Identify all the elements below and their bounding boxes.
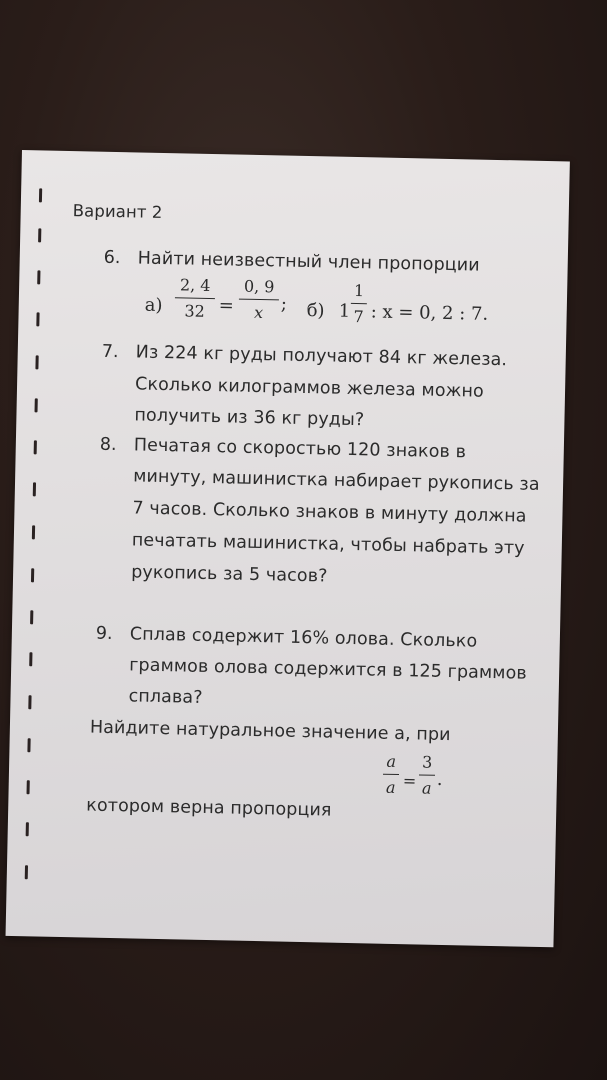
perforation-mark [25,865,28,879]
task-6-a-label: а) [144,294,163,316]
task-7-line: Из 224 кг руды получают 84 кг железа. [135,342,508,371]
perforation-mark [32,525,35,539]
task-8-line: Печатая со скоростью 120 знаков в [133,435,467,463]
extra-fraction-1 [383,752,400,798]
task-8-number: 8. [99,434,117,456]
task-6-a-semicolon: ; [280,293,288,315]
extra-fraction-2 [419,752,436,798]
task-7-line: получить из 36 кг руды? [134,405,365,431]
extra-task-line: котором верна пропорция [86,795,332,821]
fraction-bar [419,774,435,775]
perforation-mark [35,355,38,369]
perforation-mark [37,270,40,284]
perforation-mark [34,440,37,454]
perforation-mark [36,312,39,326]
task-9-number: 9. [95,623,113,645]
task-6-text: Найти неизвестный член пропорции [137,248,480,276]
extra-period: . [436,768,443,790]
worksheet-paper [6,150,570,947]
extra-equals: = [402,771,417,791]
task-6-number: 6. [103,247,121,269]
fraction-bar [383,774,399,775]
fraction-numerator: 3 [421,752,433,772]
perforation-mark [35,398,38,412]
fraction-bar [351,303,367,304]
fraction-numerator: 0, 9 [243,276,275,297]
fraction-numerator: 1 [353,280,365,301]
task-6-b-whole: 1 [338,300,351,322]
perforation-mark [28,695,31,709]
perforation-mark [39,188,42,202]
task-9-line: Сплав содержит 16% олова. Сколько [129,624,478,652]
fraction-denominator: 7 [353,306,364,327]
perforation-mark [38,228,41,242]
task-9-line: граммов олова содержится в 125 граммов [129,655,528,684]
fraction-bar [239,299,279,301]
task-8-line: печатать машинистка, чтобы набрать эту [131,530,525,559]
fraction-bar [175,297,215,299]
perforation-mark [30,610,33,624]
extra-task-line: Найдите натуральное значение а, при [89,717,451,746]
perforation-mark [31,568,34,582]
task-6-a-fraction-2 [238,277,279,324]
task-6-b-expression: : x = 0, 2 : 7. [370,301,489,325]
task-6-a-fraction-1 [174,275,215,322]
task-6-b-fraction [350,281,367,327]
fraction-denominator: x [253,302,264,323]
fraction-denominator: a [385,777,396,797]
perforation-mark [29,652,32,666]
task-6-a-equals: = [218,295,235,317]
task-8-line: минуту, машинистка набирает рукопись за [132,466,540,495]
task-7-number: 7. [101,341,119,363]
task-8-line: рукопись за 5 часов? [130,562,328,587]
perforation-mark [26,822,29,836]
perforation-mark [33,482,36,496]
task-6-b-label: б) [306,299,325,322]
fraction-numerator: a [386,751,397,771]
task-9-line: сплава? [128,686,203,708]
variant-title: Вариант 2 [72,201,163,222]
fraction-denominator: 32 [184,301,206,321]
fraction-denominator: a [421,778,432,798]
perforation-mark [27,780,30,794]
task-8-line: 7 часов. Сколько знаков в минуту должна [132,498,527,527]
fraction-numerator: 2, 4 [179,275,211,295]
perforation-mark [27,738,30,752]
task-7-line: Сколько килограммов железа можно [134,374,485,402]
